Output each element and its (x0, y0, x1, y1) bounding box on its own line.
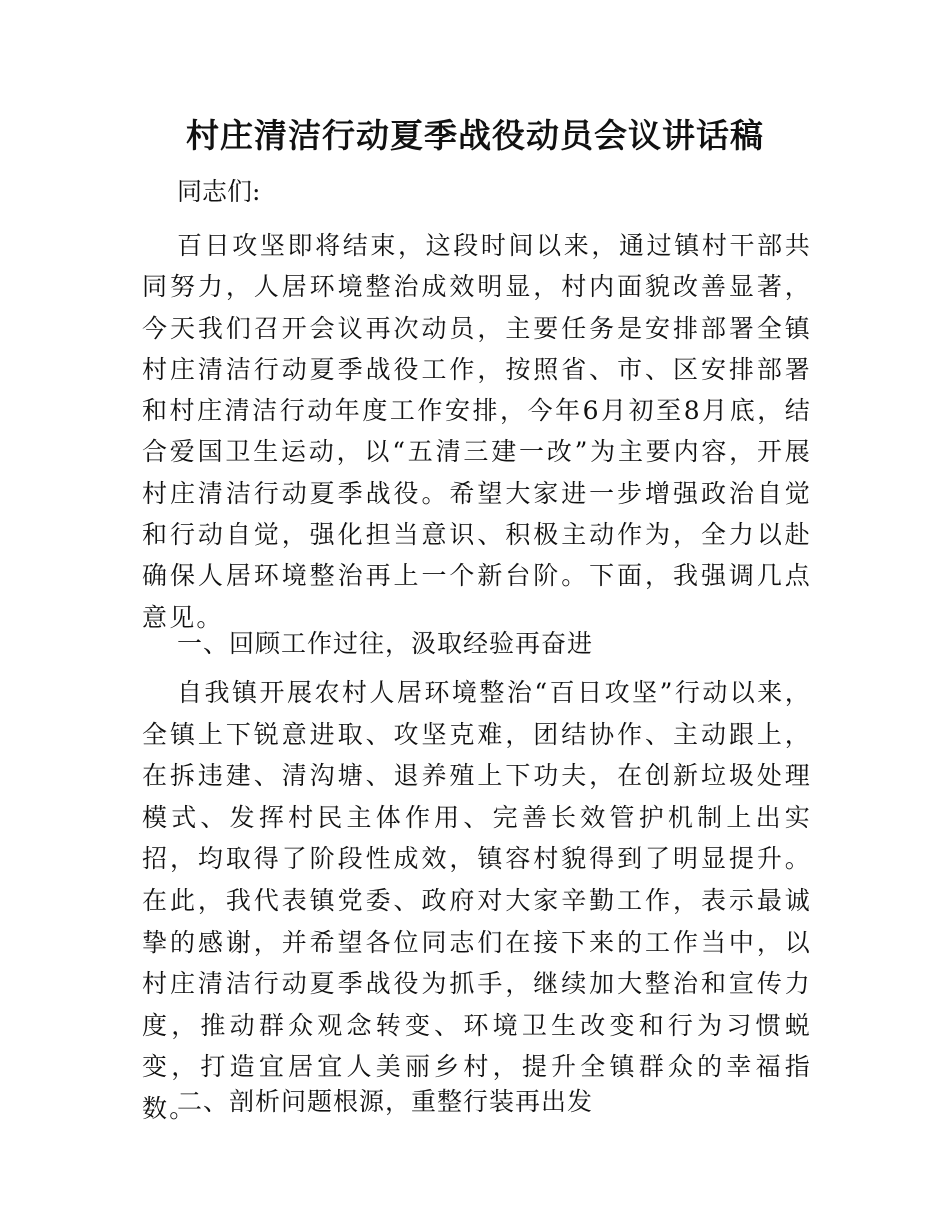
section-heading-2: 二、剖析问题根源，重整行装再出发 (177, 1087, 594, 1116)
document-title: 村庄清洁行动夏季战役动员会议讲话稿 (186, 116, 764, 155)
salutation: 同志们: (177, 177, 261, 206)
section-heading-1: 一、回顾工作过往，汲取经验再奋进 (177, 629, 594, 658)
paragraph-intro: 百日攻坚即将结束，这段时间以来，通过镇村干部共同努力，人居环境整治成效明显，村内面貌改善显著，今天我们召开会议再次动员，主要任务是安排部署全镇村庄清洁行动夏季战役工作，按照省、市、区安排部署和村庄清洁行动年度工作安排，今年6月初至8月底，结合爱国卫生运动，以“五清三建一改”为主要内容，开展村庄清洁行动夏季战役。希望大家进一步增强政治自觉和行动自觉，强化担当意识、积极主动作为，全力以赴确保人居环境整治再上一个新台阶。下面，我强调几点意见。 (142, 231, 812, 632)
paragraph-review: 自我镇开展农村人居环境整治“百日攻坚”行动以来，全镇上下锐意进取、攻坚克难，团结协作、主动跟上，在拆违建、清沟塘、退养殖上下功夫，在创新垃圾处理模式、发挥村民主体作用、完善长效管护机制上出实招，均取得了阶段性成效，镇容村貌得到了明显提升。在此，我代表镇党委、政府对大家辛勤工作，表示最诚挚的感谢，并希望各位同志们在接下来的工作当中，以村庄清洁行动夏季战役为抓手，继续加大整治和宣传力度，推动群众观念转变、环境卫生改变和行为习惯蜕变，打造宜居宜人美丽乡村，提升全镇群众的幸福指数。 (142, 678, 812, 1123)
